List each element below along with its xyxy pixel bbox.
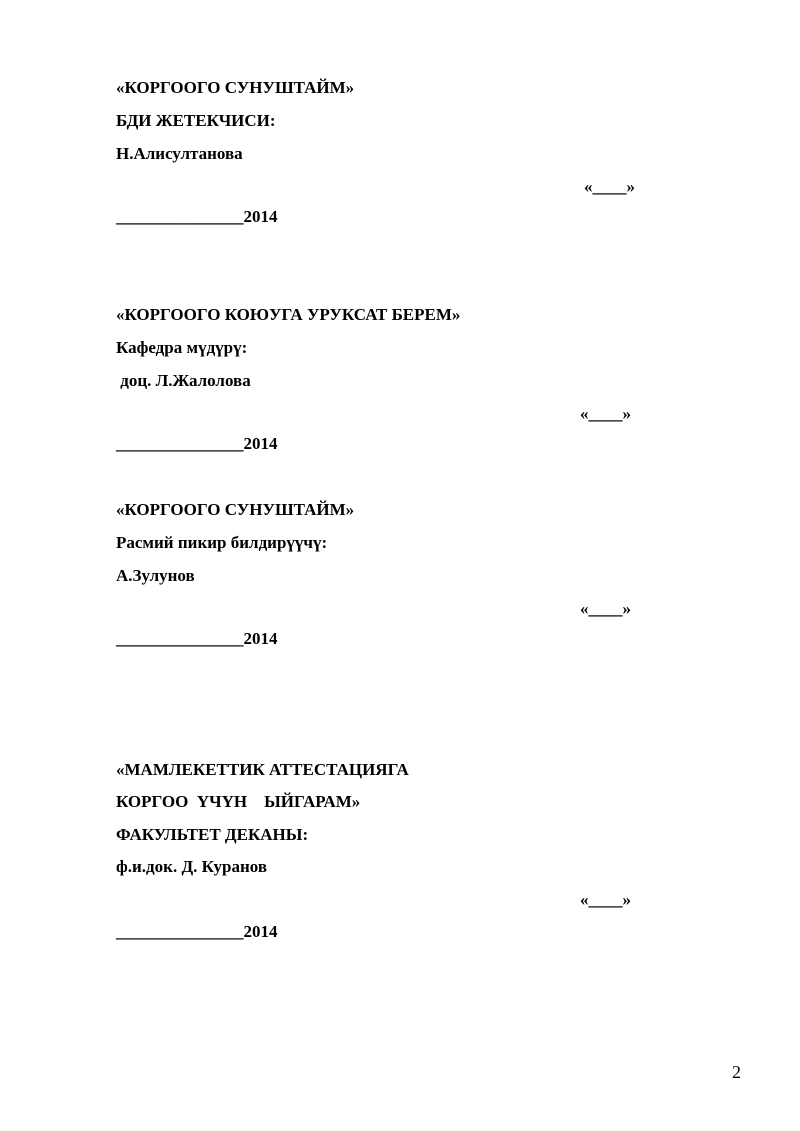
signer-name-4: ф.и.док. Д. Куранов	[116, 857, 268, 876]
signer-name-3: А.Зулунов	[116, 566, 195, 585]
approval-title-2: «КОРГООГО КОЮУГА УРУКСАТ БЕРЕМ»	[116, 305, 461, 324]
signer-role-2: Кафедра мүдүрү:	[116, 338, 248, 357]
approval-title-3: «КОРГООГО СУНУШТАЙМ»	[116, 500, 355, 519]
date-line-4: _______________2014	[116, 922, 278, 941]
page-number: 2	[732, 1062, 741, 1082]
approval-title-1: «КОРГООГО СУНУШТАЙМ»	[116, 78, 355, 97]
signer-name-2: доц. Л.Жалолова	[116, 371, 251, 390]
day-placeholder-2: «____»	[580, 404, 631, 423]
signer-role-3: Расмий пикир билдирүүчү:	[116, 533, 328, 552]
date-line-1: _______________2014	[116, 207, 278, 226]
day-placeholder-4: «____»	[580, 890, 631, 909]
approval-title-4-line2: КОРГОО ҮЧҮН ЫЙГАРАМ»	[116, 792, 361, 811]
signer-role-1: БДИ ЖЕТЕКЧИСИ:	[116, 111, 276, 130]
day-placeholder-3: «____»	[580, 599, 631, 618]
signer-role-4: ФАКУЛЬТЕТ ДЕКАНЫ:	[116, 825, 309, 844]
date-line-3: _______________2014	[116, 629, 278, 648]
day-placeholder-1: «____»	[584, 177, 635, 196]
date-line-2: _______________2014	[116, 434, 278, 453]
approval-title-4-line1: «МАМЛЕКЕТТИК АТТЕСТАЦИЯГА	[116, 760, 409, 779]
signer-name-1: Н.Алисултанова	[116, 144, 243, 163]
